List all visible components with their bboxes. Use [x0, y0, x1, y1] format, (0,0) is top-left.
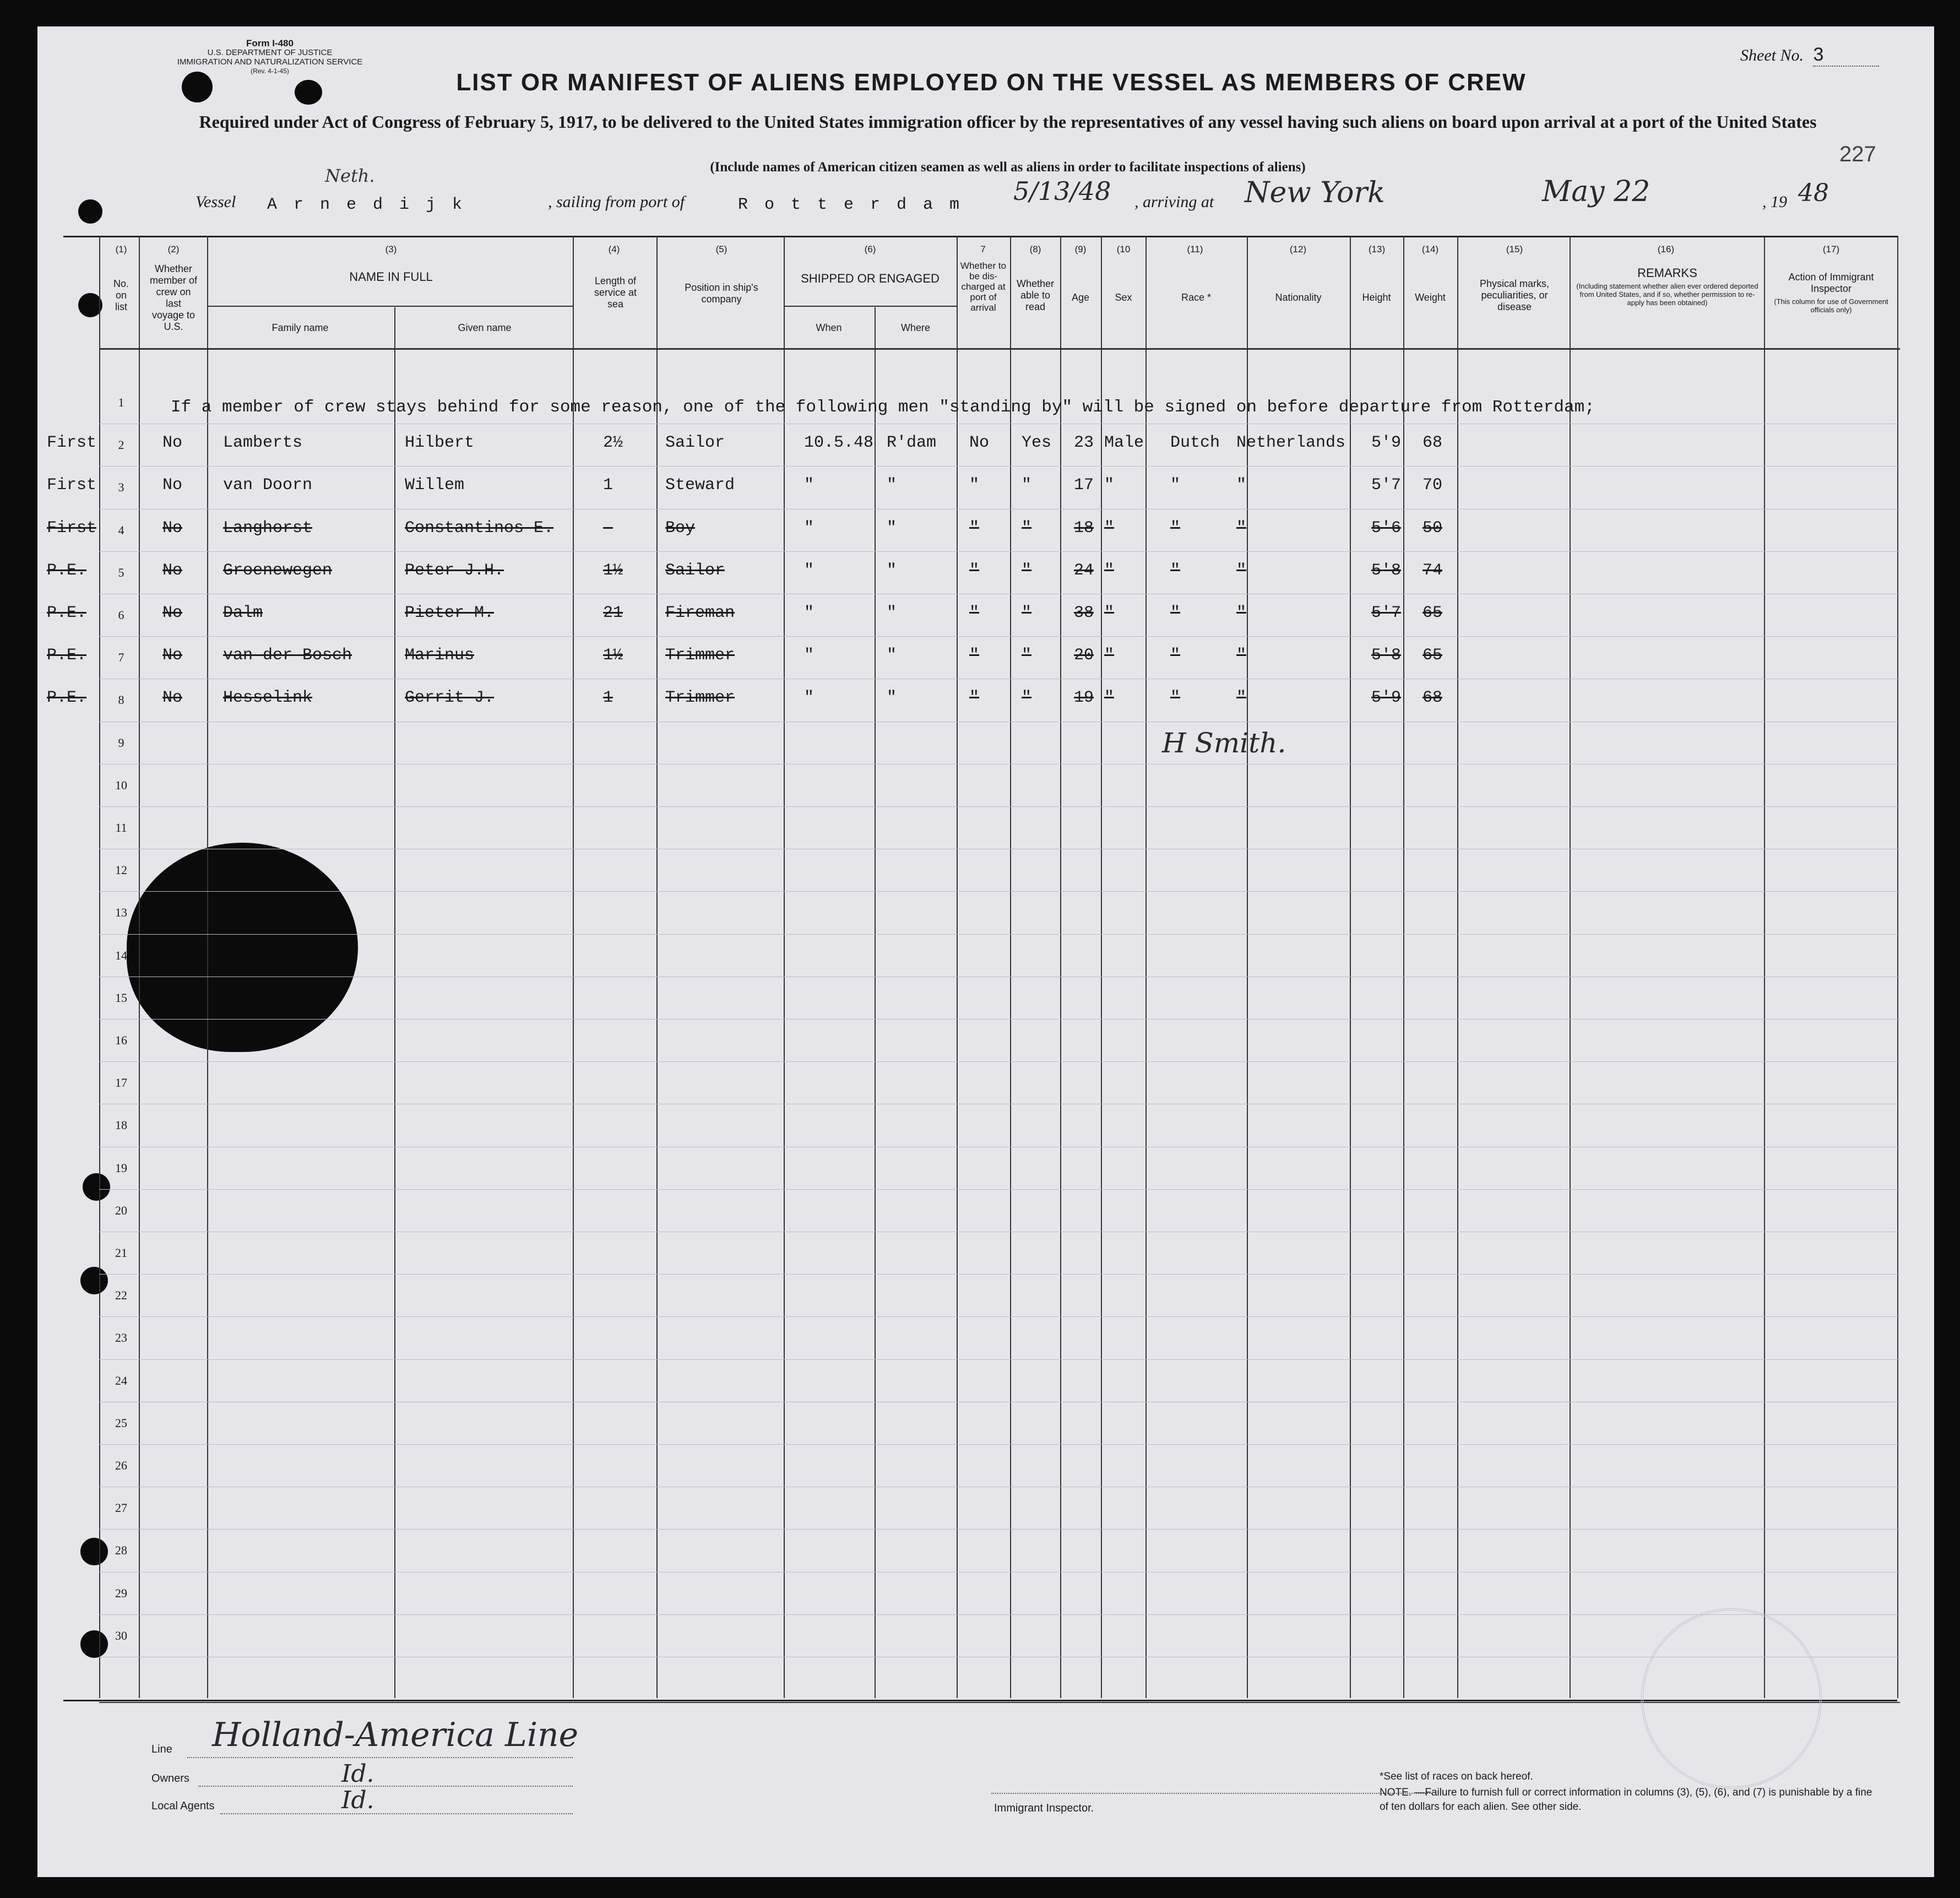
row-last-voyage: No [162, 476, 183, 495]
arriving-label: , arriving at [1134, 193, 1214, 211]
col-num-17: (17) [1822, 244, 1840, 254]
row-discharged: No [969, 433, 990, 453]
row-number: 2 [118, 438, 124, 452]
row-sex: Male [1104, 433, 1144, 453]
row-number: 11 [115, 821, 127, 834]
col-action: Action of Immigrant Inspector [1788, 272, 1874, 294]
punch-hole [182, 72, 213, 102]
col-discharged: Whether to be dis-charged at port of arrival [960, 261, 1007, 313]
row-given-name: Willem [405, 476, 465, 495]
row-number: 5 [118, 565, 124, 579]
row-number: 8 [118, 693, 124, 707]
year-prefix: , 19 [1762, 193, 1787, 211]
row-age: 38 [1074, 604, 1094, 622]
mid-signature: H Smith. [1162, 727, 1286, 759]
row-rule [99, 1444, 1900, 1445]
row-family-name: Hesselink [223, 688, 313, 708]
row-number: 15 [115, 990, 127, 1005]
col-last-voyage: Whether member of crew on last voyage to U.S. [149, 263, 198, 332]
row-margin-note: First [47, 433, 97, 453]
col-no-on-list: No. on list [113, 278, 129, 312]
row-race: " [1170, 518, 1181, 538]
row-last-voyage: No [162, 604, 183, 622]
row-where: " [887, 688, 897, 708]
row-where: R'dam [887, 433, 937, 453]
row-margin-note: P.E. [47, 688, 87, 708]
vessel-name: A r n e d i j k [267, 196, 466, 214]
row-when: " [804, 646, 815, 665]
row-service: 1 [603, 688, 613, 708]
row-rule [99, 1274, 1900, 1275]
row-number: 6 [118, 608, 124, 622]
row-rule [99, 1316, 1900, 1317]
row-rule [99, 551, 1900, 552]
row-sex: " [1104, 476, 1115, 495]
row-number: 9 [118, 735, 124, 750]
row-number: 7 [118, 650, 124, 665]
year-value: 48 [1798, 179, 1829, 207]
row-rule [99, 1189, 1900, 1190]
row-where: " [887, 518, 897, 538]
row-sex: " [1104, 604, 1115, 622]
row-race: " [1170, 476, 1181, 495]
row-nationality: " [1236, 561, 1247, 580]
sheet-label: Sheet No. [1740, 46, 1804, 64]
row-where: " [887, 646, 897, 665]
row-number: 12 [115, 863, 127, 877]
col-num-4: (4) [608, 244, 620, 254]
row-able-read: " [1022, 476, 1032, 495]
row-able-read: Yes [1022, 433, 1052, 453]
row-height: 5'8 [1371, 646, 1402, 665]
row-position: Fireman [665, 604, 735, 622]
row-family-name: Dalm [223, 604, 263, 622]
row-number: 25 [115, 1416, 127, 1430]
row-nationality: " [1236, 476, 1247, 495]
col-num-13: (13) [1368, 244, 1386, 254]
required-text: Required under Act of Congress of February 5, 1917, to be delivered to the United States immigration officer by the representatives of any vessel having such aliens on board upon arrival at a port of the United States [199, 112, 1817, 132]
include-text: (Include names of American citizen seamen as well as aliens in order to facilitate inspections of aliens) [710, 160, 1306, 175]
row-when: " [804, 476, 815, 495]
col-num-3: (3) [385, 244, 397, 254]
row-rule [99, 1359, 1900, 1360]
row-rule [99, 1019, 1900, 1020]
col-able-read: Whether able to read [1016, 278, 1055, 312]
row-family-name: van der Bosch [223, 646, 352, 665]
owners-label: Owners [151, 1772, 189, 1785]
col-age: Age [1071, 292, 1090, 303]
agents-value: Id. [341, 1786, 374, 1814]
col-shipped-engaged: SHIPPED OR ENGAGED [801, 272, 940, 285]
punch-hole [78, 199, 102, 224]
row-number: 14 [115, 948, 127, 962]
row-margin-note: P.E. [47, 561, 87, 580]
row-rule [99, 891, 1900, 892]
row-number: 29 [115, 1586, 127, 1600]
col-num-9: (9) [1074, 244, 1087, 254]
row-when: " [804, 604, 815, 622]
row-able-read: " [1022, 518, 1032, 538]
col-num-8: (8) [1029, 244, 1041, 254]
vessel-prefix: Neth. [325, 165, 375, 186]
col-num-1: (1) [115, 244, 127, 254]
row-number: 18 [115, 1118, 127, 1132]
row-number: 3 [118, 480, 124, 495]
row-discharged: " [969, 476, 980, 495]
row-sex: " [1104, 561, 1115, 580]
row-number: 30 [115, 1628, 127, 1642]
row-number: 16 [115, 1033, 127, 1047]
col-length-service: Length of service at sea [594, 275, 637, 310]
col-sex: Sex [1115, 292, 1132, 303]
row-number: 22 [115, 1288, 127, 1303]
row-able-read: " [1022, 688, 1032, 708]
col-nationality: Nationality [1275, 292, 1322, 303]
row-last-voyage: No [162, 561, 183, 580]
row-nationality: Netherlands [1236, 433, 1346, 453]
row-family-name: van Doorn [223, 476, 313, 495]
row-able-read: " [1022, 561, 1032, 580]
line-label: Line [151, 1743, 172, 1755]
date-sailed: 5/13/48 [1013, 176, 1111, 206]
row-margin-note: First [47, 518, 97, 538]
sheet-number [1740, 44, 1905, 67]
row-position: Trimmer [665, 646, 735, 665]
form-service: IMMIGRATION AND NATURALIZATION SERVICE [177, 57, 363, 67]
row-margin-note: First [47, 476, 97, 495]
row-rule [99, 1061, 1900, 1062]
col-num-16: (16) [1657, 244, 1675, 254]
row-height: 5'8 [1371, 561, 1402, 580]
row-age: 24 [1074, 561, 1094, 580]
arrival-date: May 22 [1542, 175, 1650, 208]
crew-table [63, 236, 1897, 1701]
row-number: 20 [115, 1203, 127, 1217]
row-discharged: " [969, 688, 980, 708]
row-number: 4 [118, 523, 124, 537]
row-number: 27 [115, 1501, 127, 1515]
row-race: " [1170, 604, 1181, 622]
row-discharged: " [969, 604, 980, 622]
col-height: Height [1362, 292, 1391, 303]
line-value: Holland-America Line [212, 1716, 579, 1754]
page-title: LIST OR MANIFEST OF ALIENS EMPLOYED ON THE VESSEL AS MEMBERS OF CREW [456, 69, 1527, 96]
row-sex: " [1104, 688, 1115, 708]
row-position: Steward [665, 476, 735, 495]
row-discharged: " [969, 561, 980, 580]
row-when: " [804, 518, 815, 538]
inspector-label: Immigrant Inspector. [994, 1802, 1094, 1814]
col-position: Position in ship's company [685, 282, 758, 305]
col-num-10: (10 [1116, 244, 1131, 254]
row-given-name: Pieter M. [405, 604, 495, 622]
col-num-7: 7 [980, 244, 986, 254]
form-dept: U.S. DEPARTMENT OF JUSTICE [207, 48, 333, 57]
row-height: 5'9 [1371, 688, 1402, 708]
row-weight: 74 [1423, 561, 1443, 580]
row-able-read: " [1022, 604, 1032, 622]
row-weight: 50 [1423, 518, 1443, 538]
header-divider [99, 348, 1900, 350]
row-discharged: " [969, 646, 980, 665]
row-number: 28 [115, 1543, 127, 1558]
row-height: 5'7 [1371, 476, 1402, 495]
row-rule [99, 1614, 1900, 1615]
col-physical-marks: Physical marks, peculiarities, or disease [1479, 278, 1550, 312]
col-where: Where [900, 322, 930, 333]
row-height: 5'6 [1371, 518, 1402, 538]
col-remarks: REMARKS [1637, 266, 1697, 280]
arriving-port: New York [1245, 176, 1385, 209]
row-rule [99, 466, 1900, 467]
row-number: 23 [115, 1331, 127, 1345]
col-num-2: (2) [167, 244, 180, 254]
col-remarks-note: (Including statement whether alien ever ordered deported from United States, and if so, whether permission to re-apply has been obtained) [1576, 282, 1758, 307]
row-number: 26 [115, 1458, 127, 1472]
row-position: Trimmer [665, 688, 735, 708]
row-nationality: " [1236, 688, 1247, 708]
agents-label: Local Agents [151, 1800, 215, 1812]
col-race: Race * [1181, 292, 1212, 303]
row-position: Sailor [665, 561, 725, 580]
row-given-name: Constantinos E. [405, 518, 554, 538]
row-margin-note: P.E. [47, 604, 87, 622]
sheet-value: 3 [1813, 44, 1879, 67]
col-num-15: (15) [1506, 244, 1523, 254]
row-discharged: " [969, 518, 980, 538]
row-where: " [887, 476, 897, 495]
faint-stamp [1641, 1608, 1822, 1789]
row-family-name: Lamberts [223, 433, 303, 453]
row-given-name: Hilbert [405, 433, 475, 453]
row-last-voyage: No [162, 646, 183, 665]
row-number: 21 [115, 1246, 127, 1260]
row-service: 1½ [603, 646, 623, 665]
row-weight: 68 [1423, 688, 1443, 708]
row-weight: 65 [1423, 646, 1443, 665]
row-age: 19 [1074, 688, 1094, 708]
row-given-name: Gerrit J. [405, 688, 495, 708]
col-action-note: (This column for use of Government officials only) [1774, 297, 1888, 314]
row-weight: 70 [1423, 476, 1443, 495]
row-age: 18 [1074, 518, 1094, 538]
row-service: 1 [603, 476, 613, 495]
row-service: 2½ [603, 433, 623, 453]
row-where: " [887, 561, 897, 580]
row-rule [99, 806, 1900, 807]
col-num-6: (6) [864, 244, 876, 254]
row-race: " [1170, 688, 1181, 708]
row-number: 19 [115, 1161, 127, 1175]
vessel-label: Vessel [196, 193, 236, 211]
sailing-label: , sailing from port of [548, 193, 685, 211]
row-nationality: " [1236, 646, 1247, 665]
row-nationality: " [1236, 518, 1247, 538]
row-family-name: Groenewegen [223, 561, 333, 580]
row-rule [99, 934, 1900, 935]
col-num-11: (11) [1187, 244, 1203, 254]
row-margin-note: P.E. [47, 646, 87, 665]
row-last-voyage: No [162, 688, 183, 708]
row-sex: " [1104, 518, 1115, 538]
row-able-read: " [1022, 646, 1032, 665]
row-number: 17 [115, 1076, 127, 1090]
row-number: 1 [118, 395, 124, 409]
row-position: Boy [665, 518, 696, 538]
form-rev: (Rev. 4-1-45) [251, 67, 289, 75]
row-number: 24 [115, 1373, 127, 1387]
races-note: *See list of races on back hereof. [1380, 1771, 1533, 1782]
col-num-12: (12) [1289, 244, 1307, 254]
row-height: 5'7 [1371, 604, 1402, 622]
row-when: " [804, 688, 815, 708]
col-given-name: Given name [458, 322, 512, 333]
col-num-5: (5) [715, 244, 727, 254]
row-number: 10 [115, 778, 127, 792]
row-race: " [1170, 646, 1181, 665]
row-age: 20 [1074, 646, 1094, 665]
row-when: 10.5.48 [804, 433, 874, 453]
row-given-name: Marinus [405, 646, 475, 665]
row-age: 23 [1074, 433, 1094, 453]
row-race: Dutch [1170, 433, 1220, 453]
row-rule [99, 1529, 1900, 1530]
row-nationality: " [1236, 604, 1247, 622]
row-family-name: Langhorst [223, 518, 313, 538]
col-when: When [816, 322, 842, 333]
row-when: " [804, 561, 815, 580]
row-last-voyage: No [162, 433, 183, 453]
standing-by-note: If a member of crew stays behind for some reason, one of the following men "standing by" will be signed on before departure from Rotterdam; [171, 398, 1595, 417]
row-height: 5'9 [1371, 433, 1402, 453]
owners-value: Id. [341, 1760, 374, 1788]
row-position: Sailor [665, 433, 725, 453]
fine-note: NOTE. —Failure to furnish full or correct information in columns (3), (5), (6), and (7) is punishable by a fine of ten dollars for each alien. See other side. [1380, 1787, 1872, 1813]
row-weight: 68 [1423, 433, 1443, 453]
row-rule [99, 636, 1900, 637]
row-given-name: Peter J.H. [405, 561, 504, 580]
row-last-voyage: No [162, 518, 183, 538]
col-weight: Weight [1415, 292, 1446, 303]
stamp-number: 227 [1839, 142, 1876, 166]
form-number: Form I-480 [246, 38, 294, 48]
row-service: - [603, 518, 613, 538]
row-sex: " [1104, 646, 1115, 665]
row-race: " [1170, 561, 1181, 580]
row-age: 17 [1074, 476, 1094, 495]
col-num-14: (14) [1421, 244, 1439, 254]
row-number: 13 [115, 905, 127, 920]
port-name: R o t t e r d a m [738, 196, 963, 214]
row-service: 21 [603, 604, 623, 622]
row-where: " [887, 604, 897, 622]
row-weight: 65 [1423, 604, 1443, 622]
col-name-in-full: NAME IN FULL [349, 270, 433, 284]
col-family-name: Family name [272, 322, 329, 333]
row-service: 1½ [603, 561, 623, 580]
